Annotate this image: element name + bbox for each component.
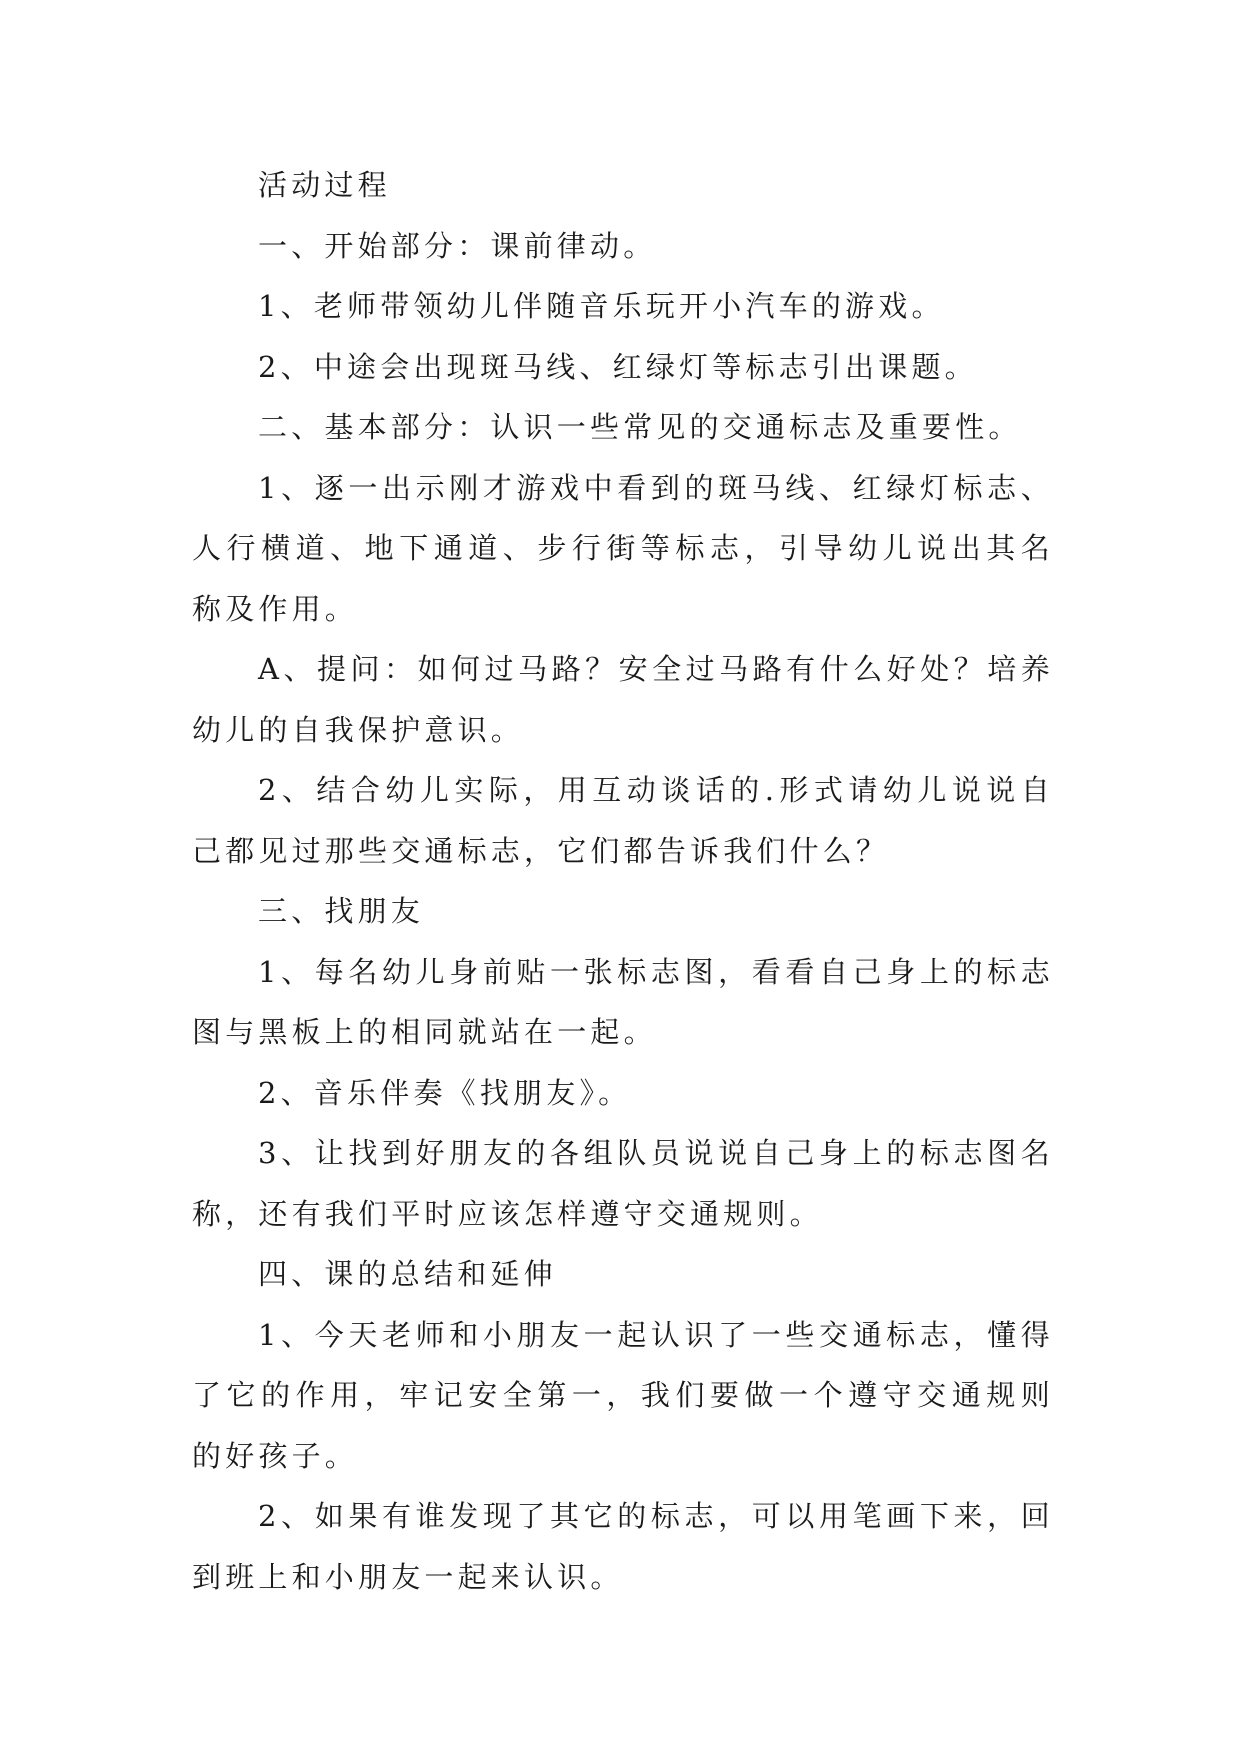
section-heading-basic: 二、基本部分：认识一些常见的交通标志及重要性。 — [258, 410, 1022, 444]
section-heading-find-friends: 三、找朋友 — [258, 894, 425, 928]
paragraph: 2、音乐伴奏《找朋友》。 — [258, 1075, 632, 1110]
paragraph: 2、中途会出现斑马线、红绿灯等标志引出课题。 — [258, 349, 978, 384]
paragraph: 1、今天老师和小朋友一起认识了一些交通标志，懂得了它的作用，牢记安全第一，我们要做一个遵守交通规则的好孩子。 — [192, 1317, 1054, 1473]
section-heading-summary: 四、课的总结和延伸 — [258, 1257, 557, 1291]
paragraph: 2、如果有谁发现了其它的标志，可以用笔画下来，回到班上和小朋友一起来认识。 — [192, 1499, 1054, 1594]
section-heading-start: 一、开始部分：课前律动。 — [258, 228, 657, 263]
document-body — [192, 155, 1054, 1607]
paragraph: A、提问：如何过马路？安全过马路有什么好处？培养幼儿的自我保护意识。 — [192, 652, 1054, 747]
paragraph: 2、结合幼儿实际，用互动谈话的.形式请幼儿说说自己都见过那些交通标志，它们都告诉我们什么？ — [192, 773, 1054, 868]
paragraph: 1、老师带领幼儿伴随音乐玩开小汽车的游戏。 — [258, 289, 945, 323]
paragraph: 1、逐一出示刚才游戏中看到的斑马线、红绿灯标志、人行横道、地下通道、步行街等标志，引导幼儿说出其名称及作用。 — [192, 470, 1054, 626]
paragraph: 3、让找到好朋友的各组队员说说自己身上的标志图名称，还有我们平时应该怎样遵守交通规则。 — [192, 1136, 1054, 1231]
section-title: 活动过程 — [258, 168, 391, 202]
paragraph: 1、每名幼儿身前贴一张标志图，看看自己身上的标志图与黑板上的相同就站在一起。 — [192, 954, 1054, 1049]
